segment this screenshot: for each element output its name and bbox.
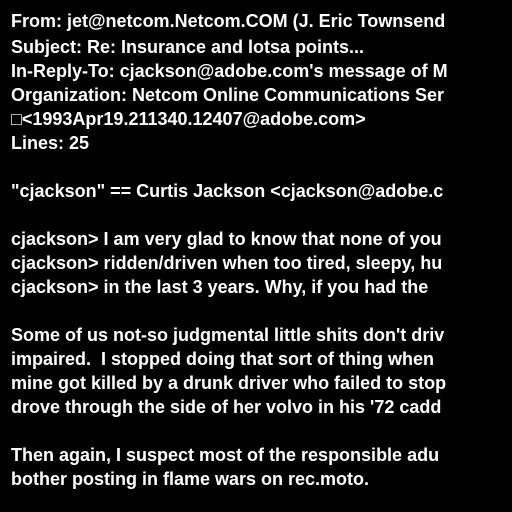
header-from: From: jet@netcom.Netcom.COM (J. Eric Townsend: [11, 11, 446, 31]
header-organization: Organization: Netcom Online Communications Ser: [11, 85, 445, 105]
header-in-reply-to: In-Reply-To: cjackson@adobe.com's message of M: [11, 61, 448, 81]
reply-line: impaired. I stopped doing that sort of thing when: [11, 349, 434, 369]
reply-line: drove through the side of her volvo in his '72 cadd: [11, 397, 442, 417]
header-subject: Subject: Re: Insurance and lotsa points...: [11, 37, 365, 57]
header-lines: Lines: 25: [11, 133, 90, 153]
reply-line: mine got killed by a drunk driver who failed to stop: [11, 373, 447, 393]
header-message-ref: □<1993Apr19.211340.12407@adobe.com>: [11, 109, 366, 129]
reply-line: Some of us not-so judgmental little shits don't driv: [11, 325, 445, 345]
quoted-line: cjackson> ridden/driven when too tired, sleepy, hu: [11, 253, 443, 273]
reply-line: bother posting in flame wars on rec.moto.: [11, 469, 370, 489]
reply-line: Then again, I suspect most of the responsible adu: [11, 445, 440, 465]
quoted-line: cjackson> in the last 3 years. Why, if you had the: [11, 277, 429, 297]
attribution-line: "cjackson" == Curtis Jackson <cjackson@adobe.c: [11, 181, 444, 201]
quoted-line: cjackson> I am very glad to know that none of you: [11, 229, 442, 249]
